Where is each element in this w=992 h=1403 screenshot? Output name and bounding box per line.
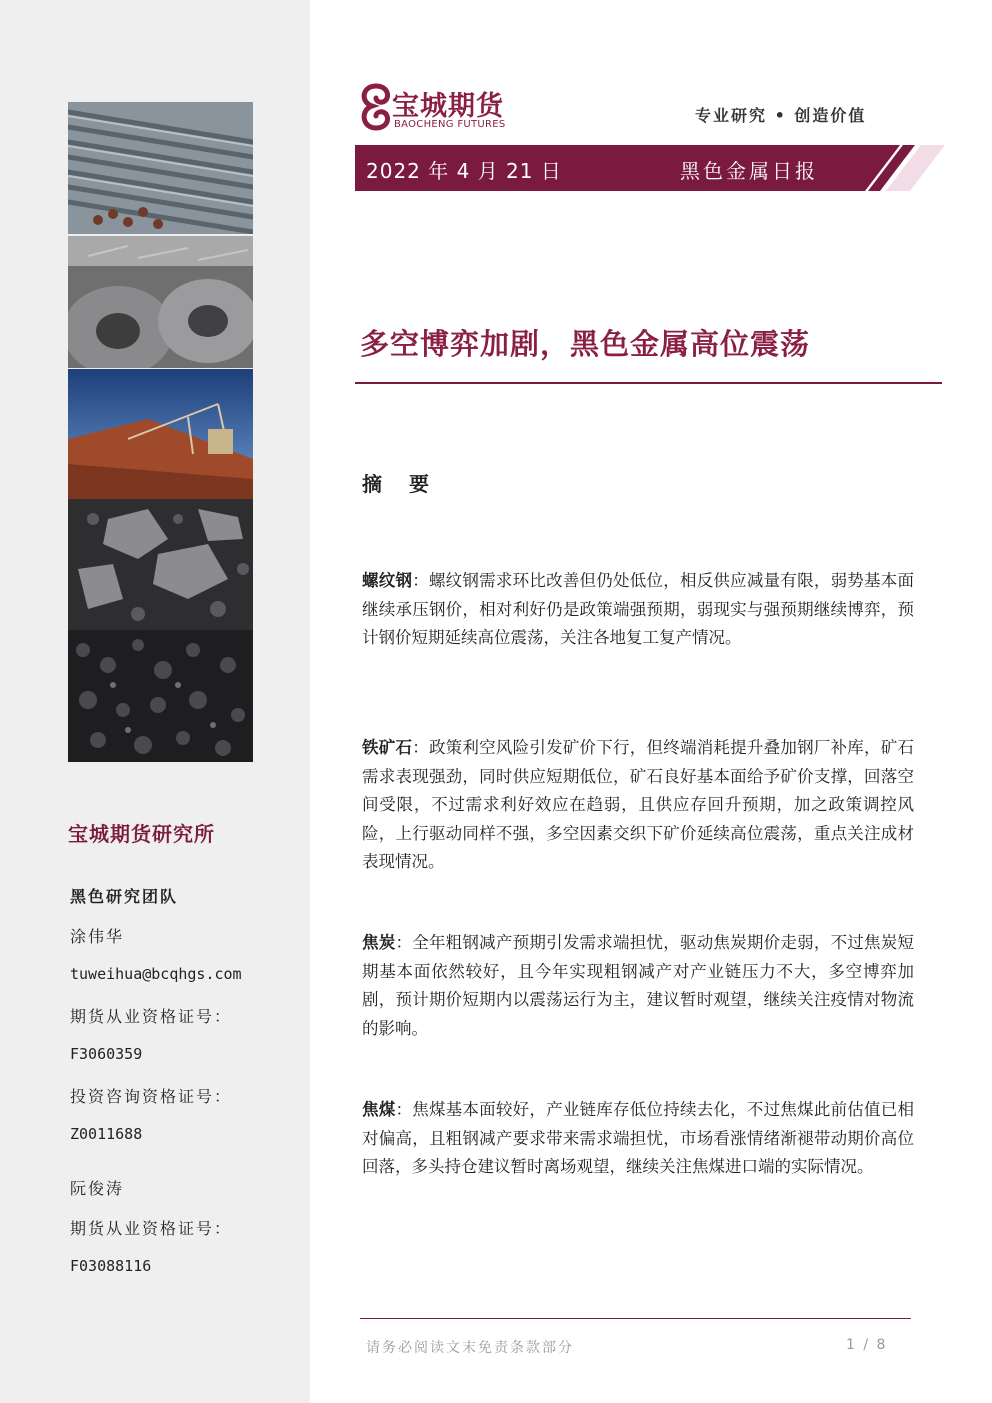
brand-name: 宝城期货 (392, 91, 504, 122)
paragraph-label: 螺纹钢 (362, 571, 413, 590)
abstract-paragraph (362, 567, 914, 653)
iron-ore-stacker-photo (68, 369, 253, 501)
rebar-photo (68, 102, 253, 234)
consult-license-number: Z0011688 (70, 1125, 143, 1143)
analyst-email[interactable]: tuweihua@bcqhgs.com (70, 965, 242, 983)
paragraph-label: 焦煤 (362, 1100, 396, 1119)
analyst-name: 阮俊涛 (70, 1179, 125, 1198)
abstract-paragraph (362, 929, 914, 1043)
paragraph-text: ：焦煤基本面较好，产业链库存低位持续去化，不过焦煤此前估值已相对偏高，且粗钢减产要求带来需求端担忧，市场看涨情绪渐褪带动期价高位回落，多头持仓建议暂时离场观望，继续关注焦煤进口端的实际情况。 (362, 1100, 914, 1176)
license-label: 期货从业资格证号： (70, 1007, 233, 1026)
coke-pile-photo (68, 630, 253, 762)
footer-divider (360, 1318, 911, 1319)
paragraph-text: ：政策利空风险引发矿价下行，但终端消耗提升叠加钢厂补库，矿石需求表现强劲，同时供应短期低位，矿石良好基本面给予矿价支撑，回落空间受限，不过需求利好效应在趋弱，且供应存回升预期，加之政策调控风险，上行驱动同样不强，多空因素交织下矿价延续高位震荡，重点关注成材表现情况。 (362, 738, 914, 871)
license-label: 期货从业资格证号： (70, 1219, 233, 1238)
analyst-name: 涂伟华 (70, 927, 125, 946)
paragraph-label: 焦炭 (362, 933, 396, 952)
slogan: 专业研究 • 创造价值 (695, 106, 867, 125)
iron-ore-rock-photo (68, 499, 253, 631)
sidebar (0, 0, 310, 1403)
abstract-title: 摘 要 (362, 472, 439, 496)
paragraph-text: ：全年粗钢减产预期引发需求端担忧，驱动焦炭期价走弱，不过焦炭短期基本面依然较好，且今年实现粗钢减产对产业链压力不大，多空博弈加剧，预计期价短期内以震荡运行为主，建议暂时观望，继续关注疫情对物流的影响。 (362, 933, 914, 1038)
paragraph-label: 铁矿石 (362, 738, 413, 757)
team-name: 黑色研究团队 (70, 887, 179, 906)
steel-coil-photo (68, 236, 253, 368)
research-institute-title: 宝城期货研究所 (68, 822, 215, 846)
report-date: 2022 年 4 月 21 日 (366, 159, 562, 183)
abstract-paragraph (362, 734, 914, 877)
report-type: 黑色金属日报 (680, 159, 818, 183)
license-number: F3060359 (70, 1045, 143, 1063)
page-number: 1 / 8 (846, 1337, 888, 1353)
brand-name-en: BAOCHENG FUTURES (394, 119, 506, 130)
footer-disclaimer: 请务必阅读文末免责条款部分 (366, 1340, 574, 1356)
abstract-paragraph (362, 1096, 914, 1182)
consult-license-label: 投资咨询资格证号： (70, 1087, 233, 1106)
license-number: F03088116 (70, 1257, 152, 1275)
divider (355, 382, 942, 384)
headline: 多空博弈加剧，黑色金属高位震荡 (360, 327, 811, 361)
paragraph-text: ：螺纹钢需求环比改善但仍处低位，相反供应减量有限，弱势基本面继续承压钢价，相对利好仍是政策端强预期，弱现实与强预期继续博弈，预计钢价短期延续高位震荡，关注各地复工复产情况。 (362, 571, 914, 647)
